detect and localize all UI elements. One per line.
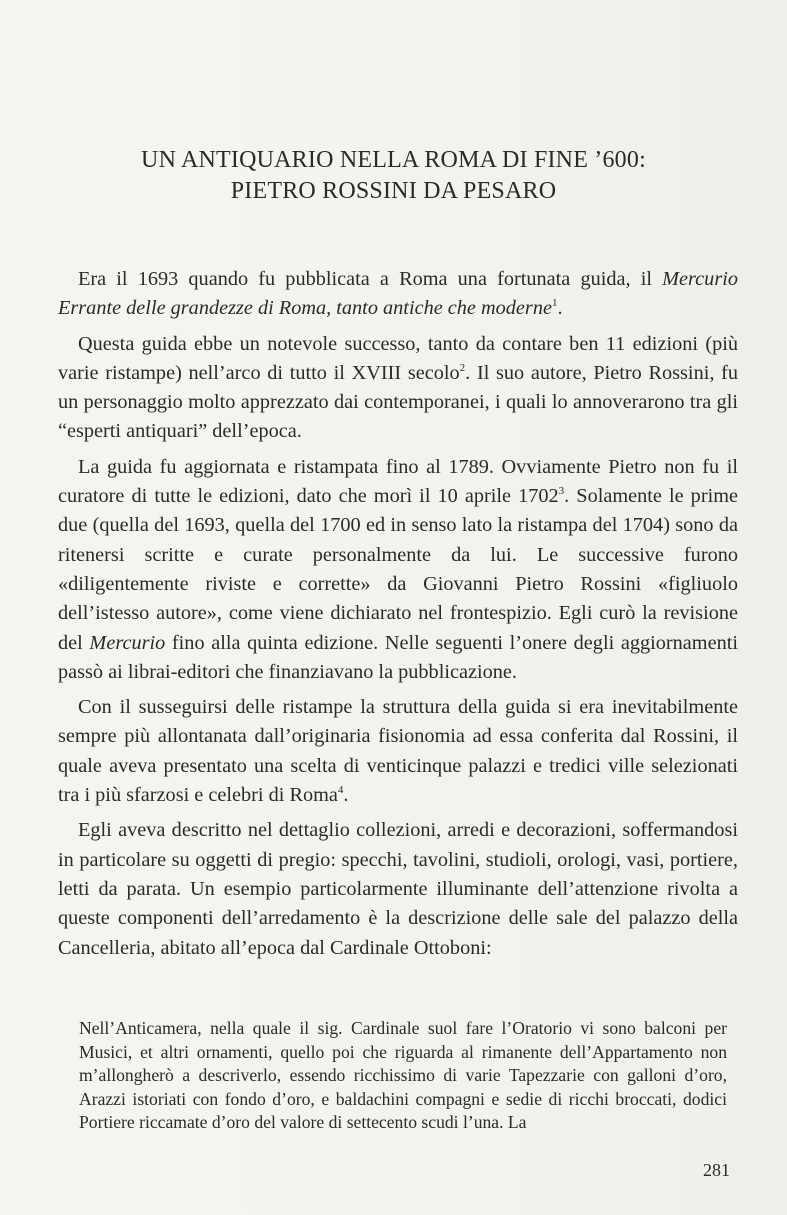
paragraph-2-text: Questa guida ebbe un notevole successo, tanto da contare ben 11 edizioni (più varie ristampe) nell’arco di tutto il XVIII secolo [58, 332, 738, 384]
page-number: 281 [703, 1160, 730, 1180]
paragraph-5: Egli aveva descritto nel dettaglio collezioni, arredi e decorazioni, soffermandosi in particolare su oggetti di pregio: specchi, tavolini, studioli, orologi, vasi, portiere, letti da parata. Un esempio particolarmente illuminante dell’attenzione rivolta a queste componenti dell’arredamento è la descrizione delle sale del palazzo della Cancelleria, abitato all’epoca dal Cardinale Ottoboni: [58, 819, 738, 959]
footnote-ref-1: 1 [551, 297, 558, 310]
block-quote [79, 1017, 727, 1135]
paragraph-2-end: . Il suo autore, Pietro Rossini, fu un personaggio molto apprezzato dai contemporanei, i quali lo annoverarono tra gli “esperti antiquari” dell’epoca. [58, 361, 739, 443]
paragraph-3 [58, 453, 738, 687]
paragraph-4 [58, 693, 738, 810]
paragraph-3-text: La guida fu aggiornata e ristampata fino al 1789. Ovviamente Pietro non fu il curatore di tutte le edizioni, dato che morì il 10 aprile 1702 [58, 455, 738, 508]
mercurio-italic: Mercurio [89, 631, 166, 654]
paragraph-4-end: . [343, 784, 349, 807]
paragraph-1-text: Era il 1693 quando fu pubblicata a Roma una fortunata guida, il [78, 268, 663, 290]
body-text [58, 265, 738, 963]
paragraph-1 [58, 265, 738, 324]
title-line-2: PIETRO ROSSINI DA PESARO [230, 178, 557, 204]
title-line-1: UN ANTIQUARIO NELLA ROMA DI FINE ’600: [141, 147, 646, 173]
paragraph-3-end: fino alla quinta edizione. Nelle seguenti l’onere degli aggiornamenti passò ai librai-editori che finanziavano la pubblicazione. [58, 631, 738, 683]
paragraph-2 [58, 330, 738, 447]
footnote-ref-3: 3 [558, 485, 565, 498]
chapter-title [60, 145, 727, 207]
footnote-ref-4: 4 [337, 784, 344, 797]
paragraph-4-text: Con il susseguirsi delle ristampe la struttura della guida si era inevitabilmente sempre più allontanata dall’originaria fisionomia ad essa conferita dal Rossini, il quale aveva presentato una scelta di venticinque palazzi e tredici ville selezionati tra i più sfarzosi e celebri di Roma [58, 696, 738, 807]
paragraph-3-mid: . Solamente le prime due (quella del 1693, quella del 1700 ed in senso lato la ristampa del 1704) sono da ritenersi scritte e curate personalmente da lui. Le successive furono «diligentemente riviste e corrette» da Giovanni Pietro Rossini «figliuolo dell’istesso autore», come viene dichiarato nel frontespizio. Egli curò la revisione del [58, 485, 738, 654]
paragraph-1-end: . [557, 297, 563, 320]
book-title-italic: Mercurio Errante delle grandezze di Roma, tanto antiche che moderne [58, 268, 738, 320]
quote-text: Nell’Anticamera, nella quale il sig. Cardinale suol fare l’Oratorio vi sono balconi per Musici, et altri ornamenti, quello poi che riguarda al rimanente dell’Appartamento non m’allongherò a descriverlo, essendo ricchissimo di varie Tapezzarie con galloni d’oro, Arazzi istoriati con fondo d’oro, e baldachini compagni e sedie di ricchi broccati, dodici Portiere riccamate d’oro del valore di settecento scudi l’una. La [79, 1018, 727, 1133]
footnote-ref-2: 2 [459, 362, 466, 375]
